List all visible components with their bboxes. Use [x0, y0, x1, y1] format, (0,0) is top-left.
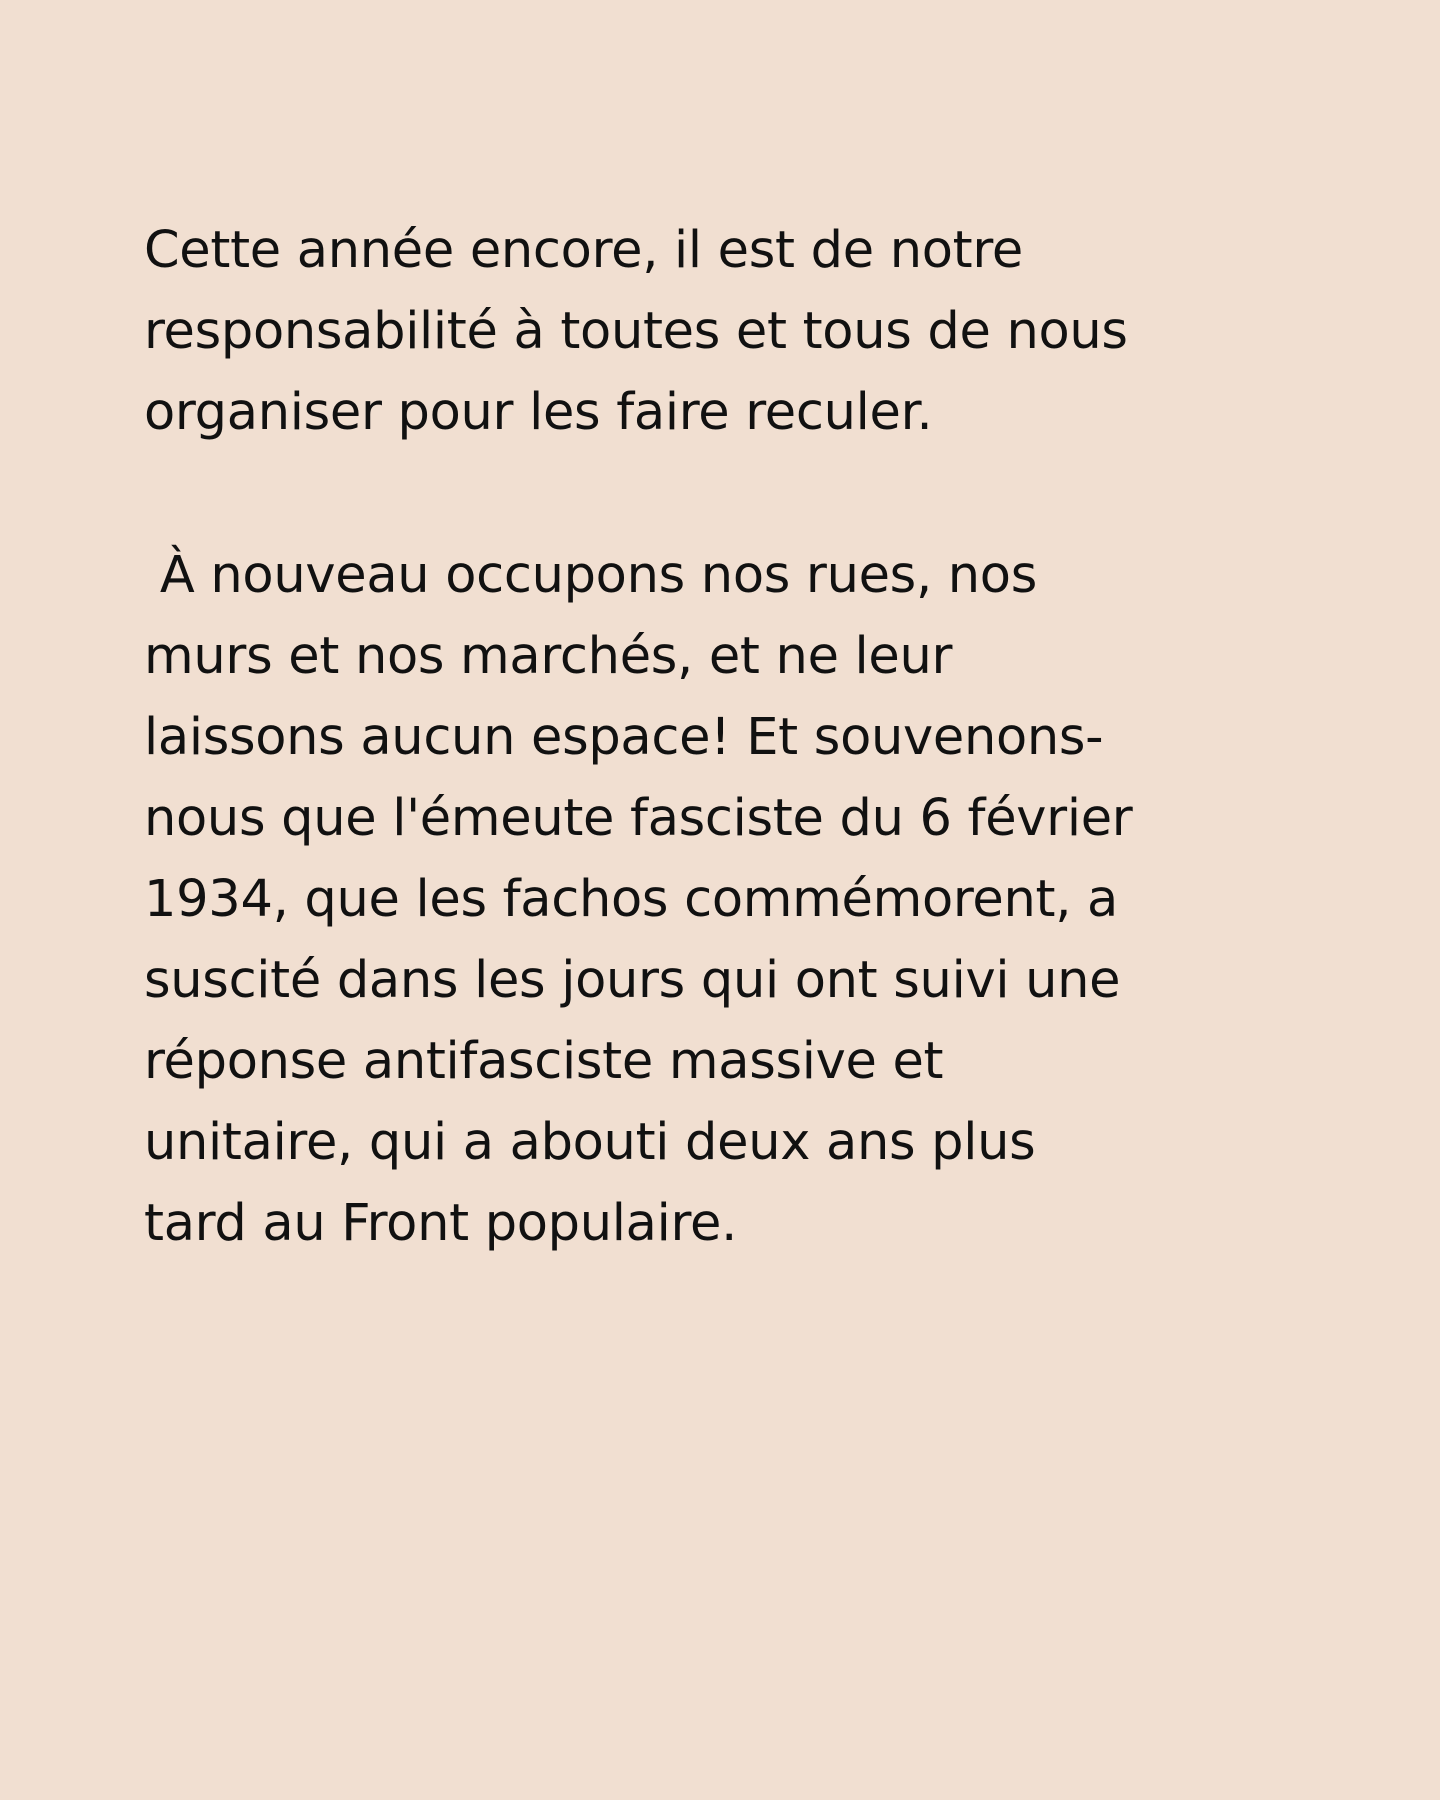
text-line: organiser pour les faire reculer.: [144, 383, 933, 442]
text-line: tard au Front populaire.: [144, 1194, 737, 1253]
text-line: laissons aucun espace! Et souvenons-: [144, 708, 1104, 767]
paragraph-2: [144, 535, 1324, 1264]
text-line: réponse antifasciste massive et: [144, 1032, 944, 1091]
paragraph-1: [144, 210, 1324, 453]
text-line: responsabilité à toutes et tous de nous: [144, 302, 1128, 361]
text-line: Cette année encore, il est de notre: [144, 221, 1023, 280]
text-line: 1934, que les fachos commémorent, a: [144, 870, 1118, 929]
paragraph-spacer: [144, 453, 1324, 535]
document-body: [144, 210, 1324, 1264]
text-line: nous que l'émeute fasciste du 6 février: [144, 789, 1133, 848]
text-line: murs et nos marchés, et ne leur: [144, 627, 953, 686]
text-line: suscité dans les jours qui ont suivi une: [144, 951, 1121, 1010]
text-line: À nouveau occupons nos rues, nos: [144, 546, 1037, 605]
text-line: unitaire, qui a abouti deux ans plus: [144, 1113, 1036, 1172]
